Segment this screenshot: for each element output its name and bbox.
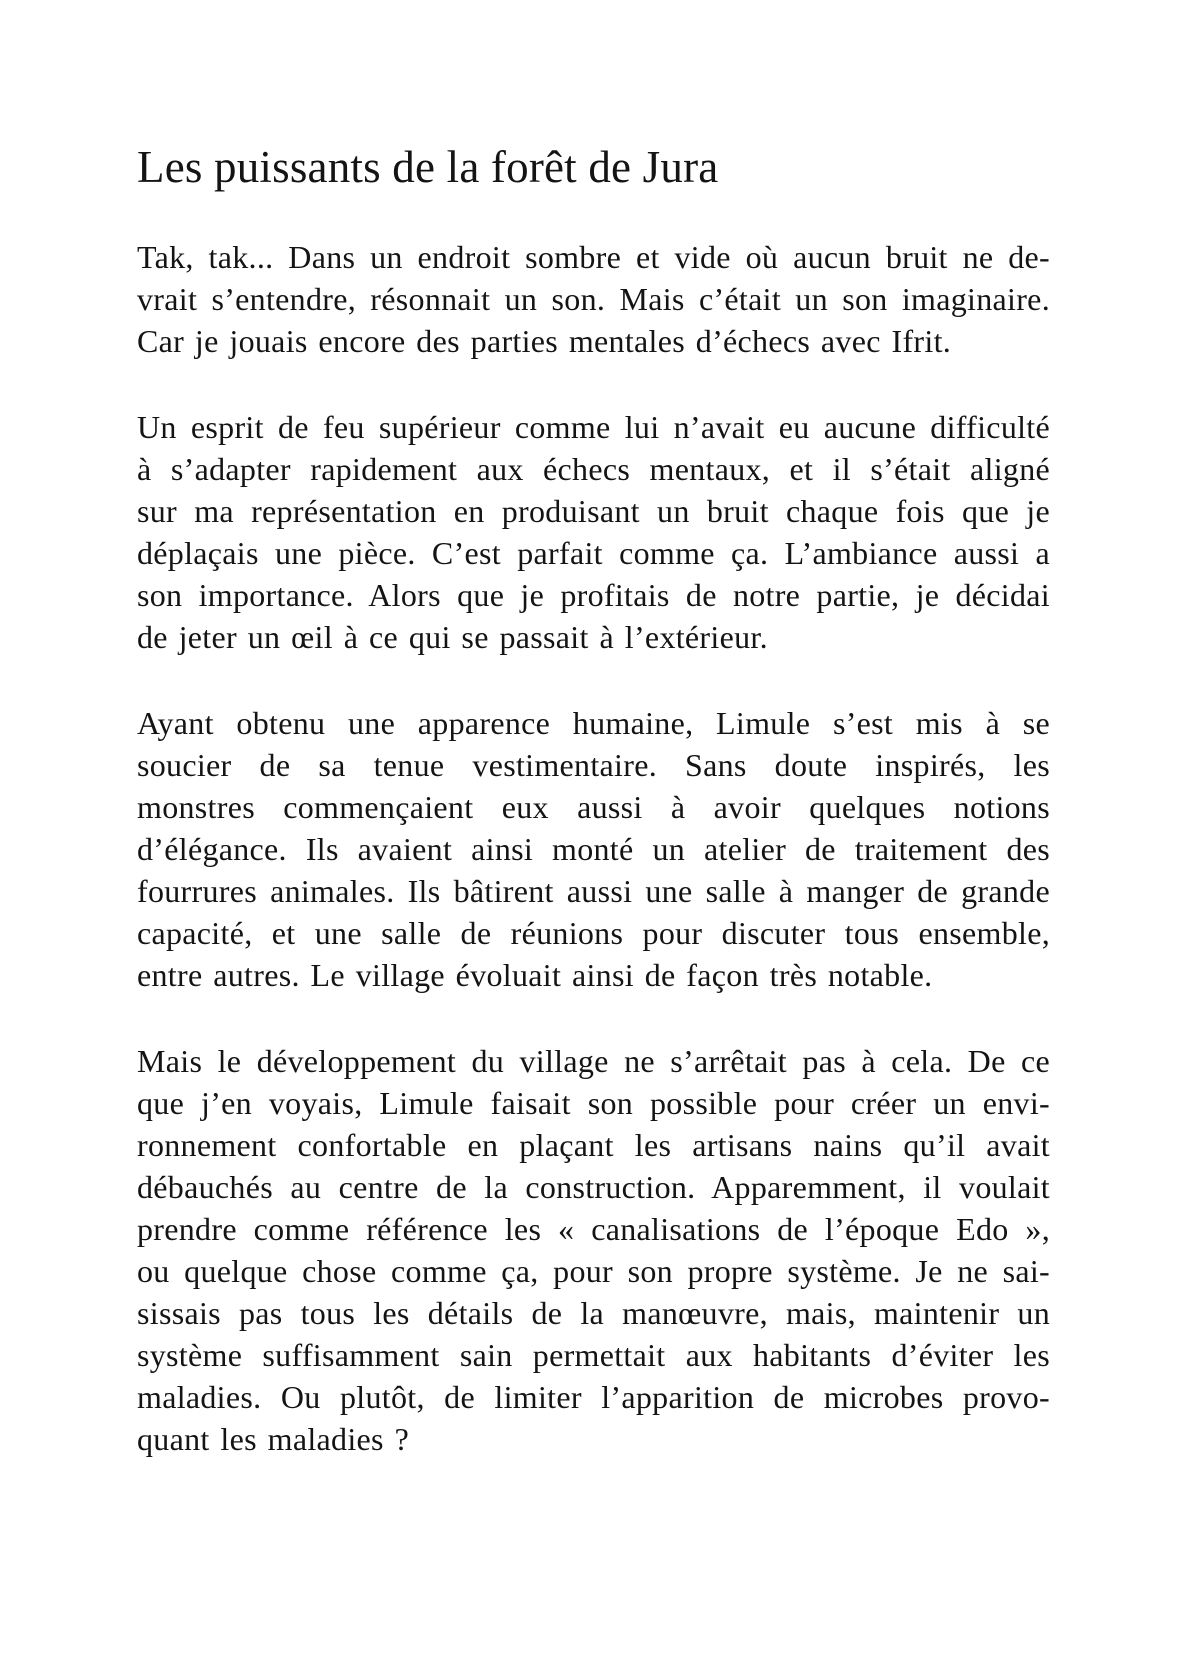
text-line: prendre comme référence les « canalisations de l’époque Edo », [137,1211,1050,1247]
text-line: sissais pas tous les détails de la manœuvre, mais, maintenir un [137,1295,1050,1331]
text-line: entre autres. Le village évoluait ainsi de façon très notable. [137,957,933,993]
text-line: Ayant obtenu une apparence humaine, Limule s’est mis à se [137,705,1050,741]
paragraph [137,406,1050,658]
chapter-title: Les puissants de la forêt de Jura [137,142,719,192]
text-line: Car je jouais encore des parties mentales d’échecs avec Ifrit. [137,323,952,359]
text-line: vrait s’entendre, résonnait un son. Mais c’était un son imaginaire. [137,281,1050,317]
text-line: à s’adapter rapidement aux échecs mentaux, et il s’était aligné [137,451,1050,487]
text-line: que j’en voyais, Limule faisait son possible pour créer un envi- [137,1085,1050,1121]
page-content [137,140,1050,1460]
text-line: déplaçais une pièce. C’est parfait comme ça. L’ambiance aussi a [137,535,1050,571]
paragraph [137,702,1050,996]
text-line: Mais le développement du village ne s’arrêtait pas à cela. De ce [137,1043,1050,1079]
text-line: Un esprit de feu supérieur comme lui n’avait eu aucune difficulté [137,409,1050,445]
text-line: fourrures animales. Ils bâtirent aussi une salle à manger de grande [137,873,1050,909]
text-line: d’élégance. Ils avaient ainsi monté un atelier de traitement des [137,831,1050,867]
text-line: soucier de sa tenue vestimentaire. Sans doute inspirés, les [137,747,1050,783]
paragraph [137,1040,1050,1460]
text-line: de jeter un œil à ce qui se passait à l’extérieur. [137,619,768,655]
text-line: quant les maladies ? [137,1421,410,1457]
text-line: ronnement confortable en plaçant les artisans nains qu’il avait [137,1127,1050,1163]
text-line: monstres commençaient eux aussi à avoir quelques notions [137,789,1050,825]
text-line: son importance. Alors que je profitais de notre partie, je décidai [137,577,1050,613]
text-line: capacité, et une salle de réunions pour discuter tous ensemble, [137,915,1050,951]
paragraph-container [137,236,1050,1460]
text-line: système suffisamment sain permettait aux habitants d’éviter les [137,1337,1050,1373]
text-line: Tak, tak... Dans un endroit sombre et vide où aucun bruit ne de- [137,239,1050,275]
text-line: maladies. Ou plutôt, de limiter l’apparition de microbes provo- [137,1379,1050,1415]
paragraph [137,236,1050,362]
text-line: sur ma représentation en produisant un bruit chaque fois que je [137,493,1050,529]
text-line: ou quelque chose comme ça, pour son propre système. Je ne sai- [137,1253,1050,1289]
text-line: débauchés au centre de la construction. Apparemment, il voulait [137,1169,1050,1205]
